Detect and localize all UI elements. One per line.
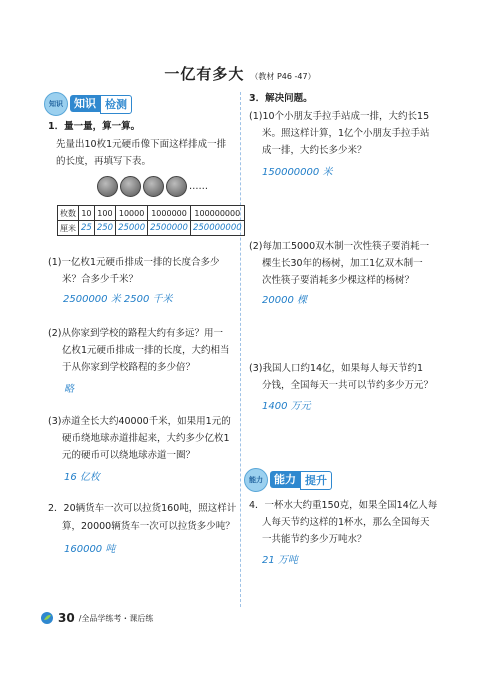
page-number: 30 bbox=[58, 611, 75, 625]
table-answer-cell: 250 bbox=[94, 221, 115, 236]
q4-line2: 人每天节约这样的1杯水，那么全国每天 bbox=[262, 517, 430, 528]
table-answer-cell: 25 bbox=[79, 221, 95, 236]
coin-dots: …… bbox=[189, 181, 208, 192]
q1-p2-line3: 于从你家到学校路程的多少倍？ bbox=[62, 362, 196, 373]
table-cell: 100000000 bbox=[190, 206, 244, 221]
leaf-icon bbox=[40, 611, 54, 625]
table-cell: 枚数 bbox=[58, 206, 79, 221]
q3-heading: 3．解决问题。 bbox=[249, 93, 313, 104]
q3-p1-line1: (1)10个小朋友手拉手站成一排，大约长15 bbox=[249, 111, 430, 122]
q1-intro-1: 先量出10枚1元硬币像下面这样排成一排 bbox=[56, 139, 227, 150]
q1-p1-answer: 2500000 米 2500 千米 bbox=[63, 294, 173, 305]
q1-heading: 1．量一量，算一算。 bbox=[48, 121, 141, 132]
q3-p2-line2: 棵生长30年的杨树，加工1亿双木制一 bbox=[262, 258, 423, 269]
title-main: 一亿有多大 bbox=[164, 65, 245, 83]
q1-p3-answer: 16 亿枚 bbox=[64, 472, 100, 483]
q3-p1-line2: 米。照这样计算，1亿个小朋友手拉手站 bbox=[262, 128, 430, 139]
q1-p3-line1: (3)赤道全长大约40000千米，如果用1元的 bbox=[48, 416, 231, 427]
section-badge-knowledge bbox=[44, 94, 132, 114]
ability-badge-icon: 能力 bbox=[244, 468, 268, 492]
q1-p1-line1: (1)一亿枚1元硬币排成一排的长度合多少 bbox=[48, 257, 220, 268]
badge-label-b: 提升 bbox=[300, 471, 332, 490]
title-sub: （教材 P46 -47） bbox=[250, 72, 316, 81]
knowledge-badge-icon: 知识 bbox=[44, 92, 68, 116]
q3-p3-line2: 分钱，全国每天一共可以节约多少万元？ bbox=[262, 380, 434, 391]
q1-p2-line2: 亿枚1元硬币排成一排的长度，大约相当 bbox=[62, 345, 230, 356]
table-answer-cell: 2500000 bbox=[148, 221, 191, 236]
q1-p3-line3: 元的硬币可以绕地球赤道一圈？ bbox=[62, 450, 196, 461]
q1-p2-line1: (2)从你家到学校的路程大约有多远？用一 bbox=[48, 328, 223, 339]
coin-icon bbox=[166, 176, 187, 197]
section-badge-ability bbox=[244, 470, 332, 490]
table-answer-cell: 25000 bbox=[116, 221, 148, 236]
table-cell: 1000000 bbox=[148, 206, 191, 221]
table-row bbox=[58, 206, 245, 221]
q1-p2-answer: 略 bbox=[64, 384, 74, 395]
q3-p2-answer: 20000 棵 bbox=[262, 295, 307, 306]
q3-p3-answer: 1400 万元 bbox=[262, 401, 311, 412]
table-row bbox=[58, 221, 245, 236]
table-cell: 厘米 bbox=[58, 221, 79, 236]
badge-label-a: 知识 bbox=[70, 95, 100, 112]
table-answer-cell: 250000000 bbox=[190, 221, 244, 236]
table-cell: 10000 bbox=[116, 206, 148, 221]
q2-line2: 算，20000辆货车一次可以拉货多少吨？ bbox=[62, 521, 235, 532]
q3-p2-line3: 次性筷子要消耗多少棵这样的杨树？ bbox=[262, 275, 415, 286]
q1-p3-line2: 硬币绕地球赤道排起来，大约多少亿枚1 bbox=[62, 433, 230, 444]
coin-icon bbox=[143, 176, 164, 197]
q1-intro-2: 的长度，再填写下表。 bbox=[56, 156, 152, 167]
coin-row bbox=[97, 176, 208, 197]
q3-p2-line1: (2)每加工5000双木制一次性筷子要消耗一 bbox=[249, 241, 430, 252]
q3-p1-answer: 150000000 米 bbox=[262, 167, 333, 178]
table-cell: 100 bbox=[94, 206, 115, 221]
badge-label-b: 检测 bbox=[100, 95, 132, 114]
column-divider bbox=[240, 92, 241, 607]
q4-answer: 21 万吨 bbox=[262, 555, 298, 566]
q2-answer: 160000 吨 bbox=[64, 544, 116, 555]
table-cell: 10 bbox=[79, 206, 95, 221]
q3-p3-line1: (3)我国人口约14亿，如果每人每天节约1 bbox=[249, 363, 424, 374]
badge-label-a: 能力 bbox=[270, 471, 300, 488]
page-title bbox=[0, 63, 480, 84]
page-footer bbox=[40, 611, 153, 625]
q1-p1-line2: 米？合多少千米？ bbox=[62, 274, 139, 285]
coin-icon bbox=[120, 176, 141, 197]
q3-p1-line3: 成一排，大约长多少米？ bbox=[262, 145, 367, 156]
q2-line1: 2．20辆货车一次可以拉货160吨，照这样计 bbox=[48, 503, 237, 514]
coin-icon bbox=[97, 176, 118, 197]
q1-table bbox=[57, 205, 245, 236]
footer-text: /全品学练考・课后练 bbox=[78, 613, 154, 623]
q4-line1: 4．一杯水大约重150克，如果全国14亿人每 bbox=[249, 500, 438, 511]
q4-line3: 一共能节约多少万吨水？ bbox=[262, 534, 367, 545]
